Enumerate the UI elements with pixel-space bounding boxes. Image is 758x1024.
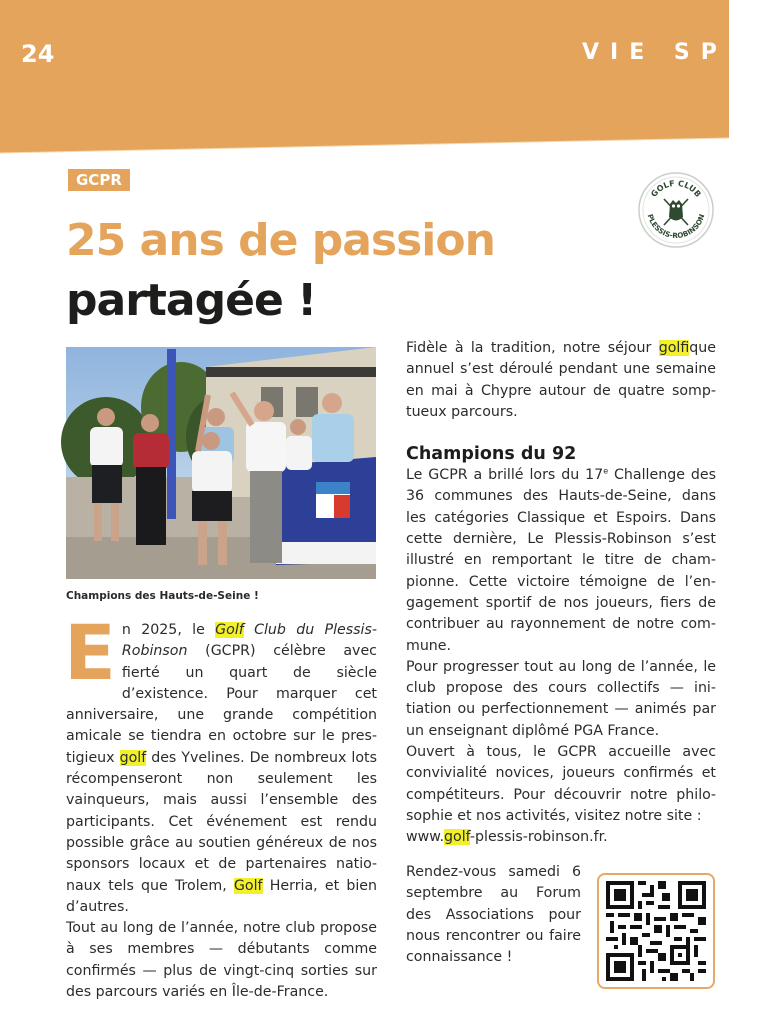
article-photo — [66, 347, 376, 579]
photo-caption: Champions des Hauts-de-Seine ! — [66, 590, 259, 602]
left-column: En 2025, le Golf Club du Plessis-Robinson (GCPR) célèbre avec fierté un quart de siècle d’existence. Pour marquer cet anniversaire, une grande compétition amicale se tiendra en octobre sur le prestigieux golf des Yvelines. De nombreux lots récompenseront non seulement les vainqueurs, mais aussi l’ensemble des participants. Cet événement est rendu possible grâce au soutien généreux de nos sponsors locaux et de partenaires nationaux tels que Trolem, Golf Herria, et bien d’autres. Tout au long de l’année, notre club propose à ses membres — débutants comme confirmés — plus de vingt-cinq sorties sur des parcours variés en Île-de-France. — [66, 620, 377, 1003]
golf-club-logo — [637, 171, 715, 249]
section-title: VIE SPO — [582, 40, 758, 65]
qr-code[interactable] — [597, 873, 715, 989]
paragraph: Le GCPR a brillé lors du 17e Challenge des 36 communes des Hauts-de-Seine, dans les catégories Classique et Espoirs. Dans cette dernière, Le Plessis-Robinson s’est illustré en remportant le titre de championne. Cette victoire témoigne de l’engagement sportif de nos joueurs, fiers de contribuer au rayonnement de notre commune. — [406, 466, 716, 654]
drop-cap: E — [64, 608, 116, 697]
paragraph: Ouvert à tous, le GCPR accueille avec convivialité novices, joueurs confirmés et compétiteurs. Pour découvrir notre philosophie et nos activités, visitez notre site : — [406, 744, 716, 824]
paragraph: Tout au long de l’année, notre club propose à ses membres — débutants comme confirmés — plus de vingt-cinq sorties sur des parcours variés en Île-de-France. — [66, 920, 377, 1001]
qr-code-icon — [605, 881, 707, 981]
owl-with-crossed-clubs-icon — [637, 171, 715, 249]
paragraph: Pour progresser tout au long de l’année, le club propose des cours collectifs — initiation ou perfectionnement — animés par un enseignant diplômé PGA France. — [406, 658, 716, 739]
highlight-golf: golf — [658, 340, 690, 356]
paragraph: Fidèle à la tradition, notre séjour golfique annuel s’est déroulé pendant une semaine en mai à Chypre autour de quatre somptueux parcours. — [406, 340, 716, 420]
highlight-golf: Golf — [215, 622, 244, 638]
highlight-golf: Golf — [233, 877, 263, 894]
right-column — [406, 338, 716, 849]
article-title-line-2: partagée ! — [66, 275, 317, 326]
website-link[interactable]: www.golf-plessis-robinson.fr. — [406, 829, 608, 846]
svg-text:PLESSIS-ROBINSON: PLESSIS-ROBINSON — [645, 212, 707, 241]
svg-text:GOLF CLUB: GOLF CLUB — [649, 178, 703, 199]
highlight-golf: golf — [119, 749, 147, 766]
page-number: 24 — [21, 40, 55, 68]
header-band-shape — [0, 0, 729, 160]
paragraph: Rendez-vous samedi 6 septembre au Forum des Associations pour nous rencontrer ou faire connaissance ! — [406, 864, 581, 966]
category-tag: GCPR — [68, 169, 130, 191]
article-title-line-1: 25 ans de passion — [66, 215, 495, 266]
highlight-golf: golf — [444, 829, 470, 846]
champions-photo-illustration — [66, 347, 376, 579]
sub-heading: Champions du 92 — [406, 444, 577, 465]
header-band — [0, 0, 729, 160]
